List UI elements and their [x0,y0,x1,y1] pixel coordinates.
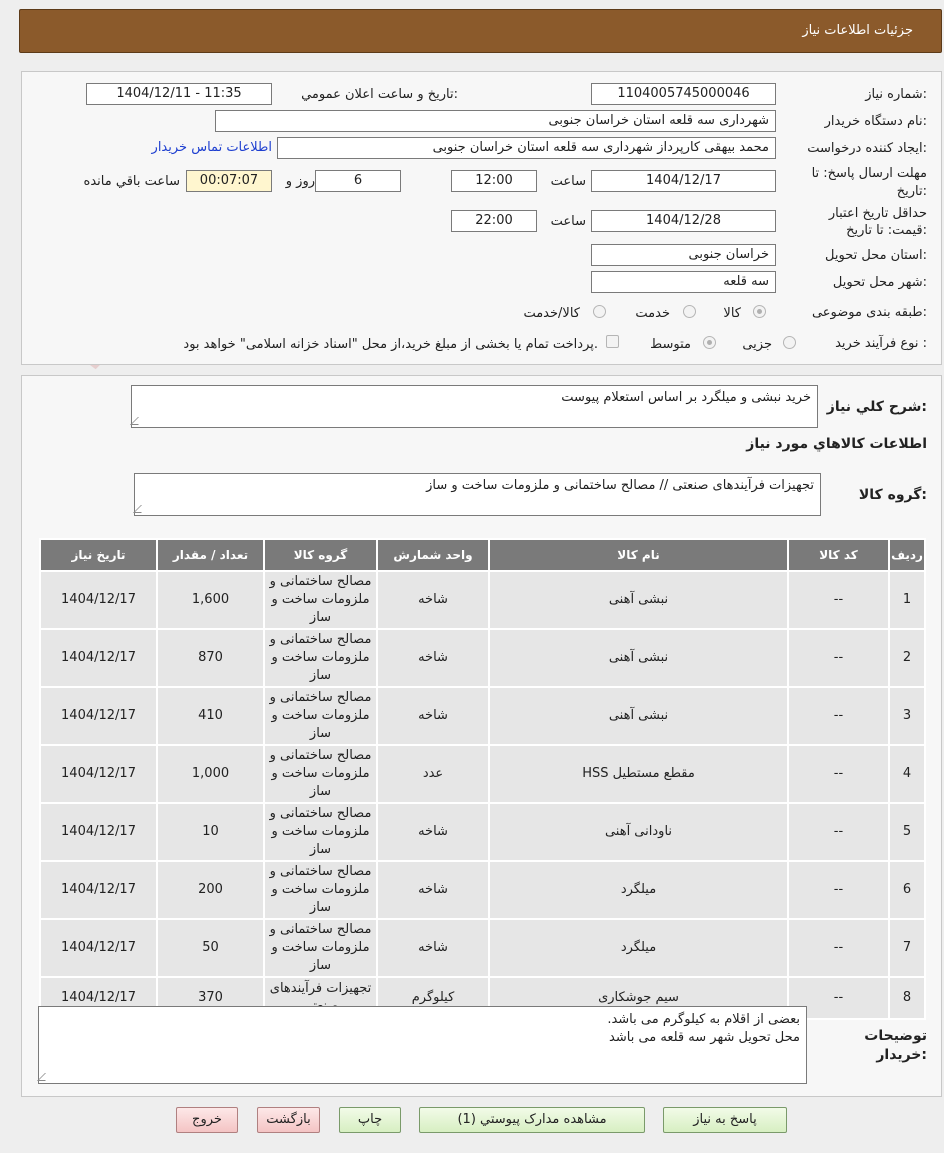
creator-field[interactable]: محمد بیهقی کارپرداز شهرداری سه قلعه استان خراسان جنوبی [277,137,776,159]
cell-unit: شاخه [377,919,489,977]
col-header-date: تاریخ نیاز [40,539,157,571]
days-remaining-field[interactable]: 6 [315,170,401,192]
cell-group: مصالح ساختمانی و ملزومات ساخت و ساز [264,629,377,687]
summary-textarea[interactable] [131,385,818,428]
announce-field[interactable]: 1404/12/11 - 11:35 [86,83,272,105]
process-radio-medium[interactable] [703,336,716,349]
buyer-label: نام دستگاه خریدار: [824,114,927,129]
need-number-label: شماره نیاز: [865,87,927,102]
cell-unit: شاخه [377,629,489,687]
cell-row-number: 2 [889,629,925,687]
col-header-row-number: ردیف [889,539,925,571]
reply-button[interactable]: پاسخ به نیاز [663,1107,787,1133]
cell-code: -- [788,977,889,1019]
cell-name: میلگرد [489,919,788,977]
cell-quantity: 200 [157,861,264,919]
category-radio-goods[interactable] [753,305,766,318]
cell-date: 1404/12/17 [40,571,157,629]
notes-line-2: محل تحویل شهر سه قلعه می باشد [609,1030,800,1045]
cell-quantity: 1,000 [157,745,264,803]
cell-quantity: 1,600 [157,571,264,629]
cell-row-number: 8 [889,977,925,1019]
cell-row-number: 7 [889,919,925,977]
cell-group: تجهیزات فرآیندهای [264,977,377,1019]
need-number-field[interactable]: 1104005745000046 [591,83,776,105]
goods-group-textarea[interactable] [134,473,821,516]
table-row [40,861,925,919]
cell-name: میلگرد [489,861,788,919]
cell-code: -- [788,745,889,803]
cell-unit: شاخه [377,803,489,861]
cell-code: -- [788,919,889,977]
cell-date: 1404/12/17 [40,861,157,919]
table-row [40,803,925,861]
announce-label: تاریخ و ساعت اعلان عمومي: [301,87,458,102]
col-header-unit: واحد شمارش [377,539,489,571]
cell-row-number: 4 [889,745,925,803]
process-label: نوع فرآیند خرید : [835,336,927,351]
contact-info-link[interactable]: اطلاعات تماس خریدار [151,140,272,155]
buyer-field[interactable]: شهرداری سه قلعه استان خراسان جنوبی [215,110,776,132]
table-row [40,629,925,687]
cell-code: -- [788,803,889,861]
summary-text: خرید نبشی و میلگرد بر اساس استعلام پیوست [561,390,811,405]
deadline-time-field[interactable]: 12:00 [451,170,537,192]
cell-name: نبشی آهنی [489,629,788,687]
cell-code: -- [788,861,889,919]
deadline-label: مهلت ارسال پاسخ: تا [811,166,927,181]
category-radio-service[interactable] [683,305,696,318]
category-option-service: خدمت [635,306,670,321]
goods-table [39,538,926,1020]
validity-time-field[interactable]: 22:00 [451,210,537,232]
exit-button[interactable]: خروج [176,1107,238,1133]
category-option-both: کالا/خدمت [523,306,580,321]
view-attachments-button[interactable]: مشاهده مدارک پیوستي (1) [419,1107,645,1133]
cell-group: مصالح ساختمانی و ملزومات ساخت و ساز [264,571,377,629]
col-header-group: گروه کالا [264,539,377,571]
cell-date: 1404/12/17 [40,687,157,745]
remaining-label: ساعت باقي مانده [83,174,180,189]
cell-row-number: 6 [889,861,925,919]
cell-group: مصالح ساختمانی و ملزومات ساخت و ساز [264,861,377,919]
cell-group: مصالح ساختمانی و ملزومات ساخت و ساز [264,803,377,861]
deadline-label-2: تاریخ: [896,184,927,199]
cell-unit: عدد [377,745,489,803]
time-remaining-field: 00:07:07 [186,170,272,192]
notes-line-1: بعضی از اقلام به کیلوگرم می باشد. [607,1012,800,1027]
creator-label: ایجاد کننده درخواست: [807,141,927,156]
goods-section-title: اطلاعات کالاهاي مورد نیاز [746,436,927,452]
cell-name: مقطع مستطیل HSS [489,745,788,803]
resize-grip-icon[interactable] [37,1073,53,1081]
cell-unit: شاخه [377,861,489,919]
cell-name: سیم جوشکاری [489,977,788,1019]
validity-label-2: قیمت: تا تاریخ: [846,223,927,238]
cell-date: 1404/12/17 [40,977,157,1019]
cell-unit: کیلوگرم [377,977,489,1019]
table-row [40,919,925,977]
cell-code: -- [788,687,889,745]
cell-quantity: 10 [157,803,264,861]
process-radio-minor[interactable] [783,336,796,349]
table-row [40,571,925,629]
process-option-medium: متوسط [650,337,691,352]
cell-unit: شاخه [377,687,489,745]
cell-name: نبشی آهنی [489,687,788,745]
deadline-time-label: ساعت [550,174,586,189]
category-option-goods: کالا [723,306,741,321]
goods-group-text: تجهیزات فرآیندهای صنعتی // مصالح ساختمانی و ملزومات ساخت و ساز [426,478,814,493]
province-field[interactable]: خراسان جنوبی [591,244,776,266]
cell-row-number: 1 [889,571,925,629]
validity-label: حداقل تاریخ اعتبار [828,206,927,221]
cell-group: مصالح ساختمانی و ملزومات ساخت و ساز [264,687,377,745]
province-label: استان محل تحویل: [825,248,927,263]
category-radio-both[interactable] [593,305,606,318]
cell-quantity: 50 [157,919,264,977]
validity-date-field[interactable]: 1404/12/28 [591,210,776,232]
cell-quantity: 370 [157,977,264,1019]
back-button[interactable]: بازگشت [257,1107,320,1133]
print-button[interactable]: چاپ [339,1107,401,1133]
resize-grip-icon[interactable] [130,417,146,425]
cell-date: 1404/12/17 [40,745,157,803]
deadline-date-field[interactable]: 1404/12/17 [591,170,776,192]
cell-code: -- [788,571,889,629]
cell-name: نبشی آهنی [489,571,788,629]
city-field[interactable]: سه قلعه [591,271,776,293]
table-row [40,745,925,803]
page-title: جزئیات اطلاعات نیاز [802,23,913,38]
cell-row-number: 5 [889,803,925,861]
table-row [40,687,925,745]
category-label: طبقه بندی موضوعی: [811,305,927,320]
col-header-name: نام کالا [489,539,788,571]
cell-quantity: 870 [157,629,264,687]
cell-quantity: 410 [157,687,264,745]
cell-row-number: 3 [889,687,925,745]
cell-date: 1404/12/17 [40,629,157,687]
days-label: روز و [285,174,315,189]
process-option-minor: جزیی [742,337,772,352]
page-header [19,9,942,53]
treasury-payment-note: پرداخت تمام یا بخشی از مبلغ خرید،از محل "اسناد خزانه اسلامی" خواهد بود. [183,337,598,352]
cell-name: ناودانی آهنی [489,803,788,861]
cell-group: مصالح ساختمانی و ملزومات ساخت و ساز [264,919,377,977]
cell-code: -- [788,629,889,687]
notes-label-2: خریدار: [876,1047,927,1063]
resize-grip-icon[interactable] [133,505,149,513]
col-header-code: کد کالا [788,539,889,571]
cell-date: 1404/12/17 [40,919,157,977]
table-header-row [40,539,925,571]
buyer-notes-textarea[interactable] [38,1006,807,1084]
notes-label: توضیحات [864,1028,927,1044]
cell-date: 1404/12/17 [40,803,157,861]
cell-group: مصالح ساختمانی و ملزومات ساخت و ساز [264,745,377,803]
cell-unit: شاخه [377,571,489,629]
summary-label: شرح کلي نیاز: [826,399,927,415]
goods-group-label: گروه کالا: [858,487,927,503]
validity-time-label: ساعت [550,214,586,229]
col-header-quantity: تعداد / مقدار [157,539,264,571]
treasury-payment-checkbox[interactable] [606,335,619,348]
city-label: شهر محل تحویل: [832,275,927,290]
